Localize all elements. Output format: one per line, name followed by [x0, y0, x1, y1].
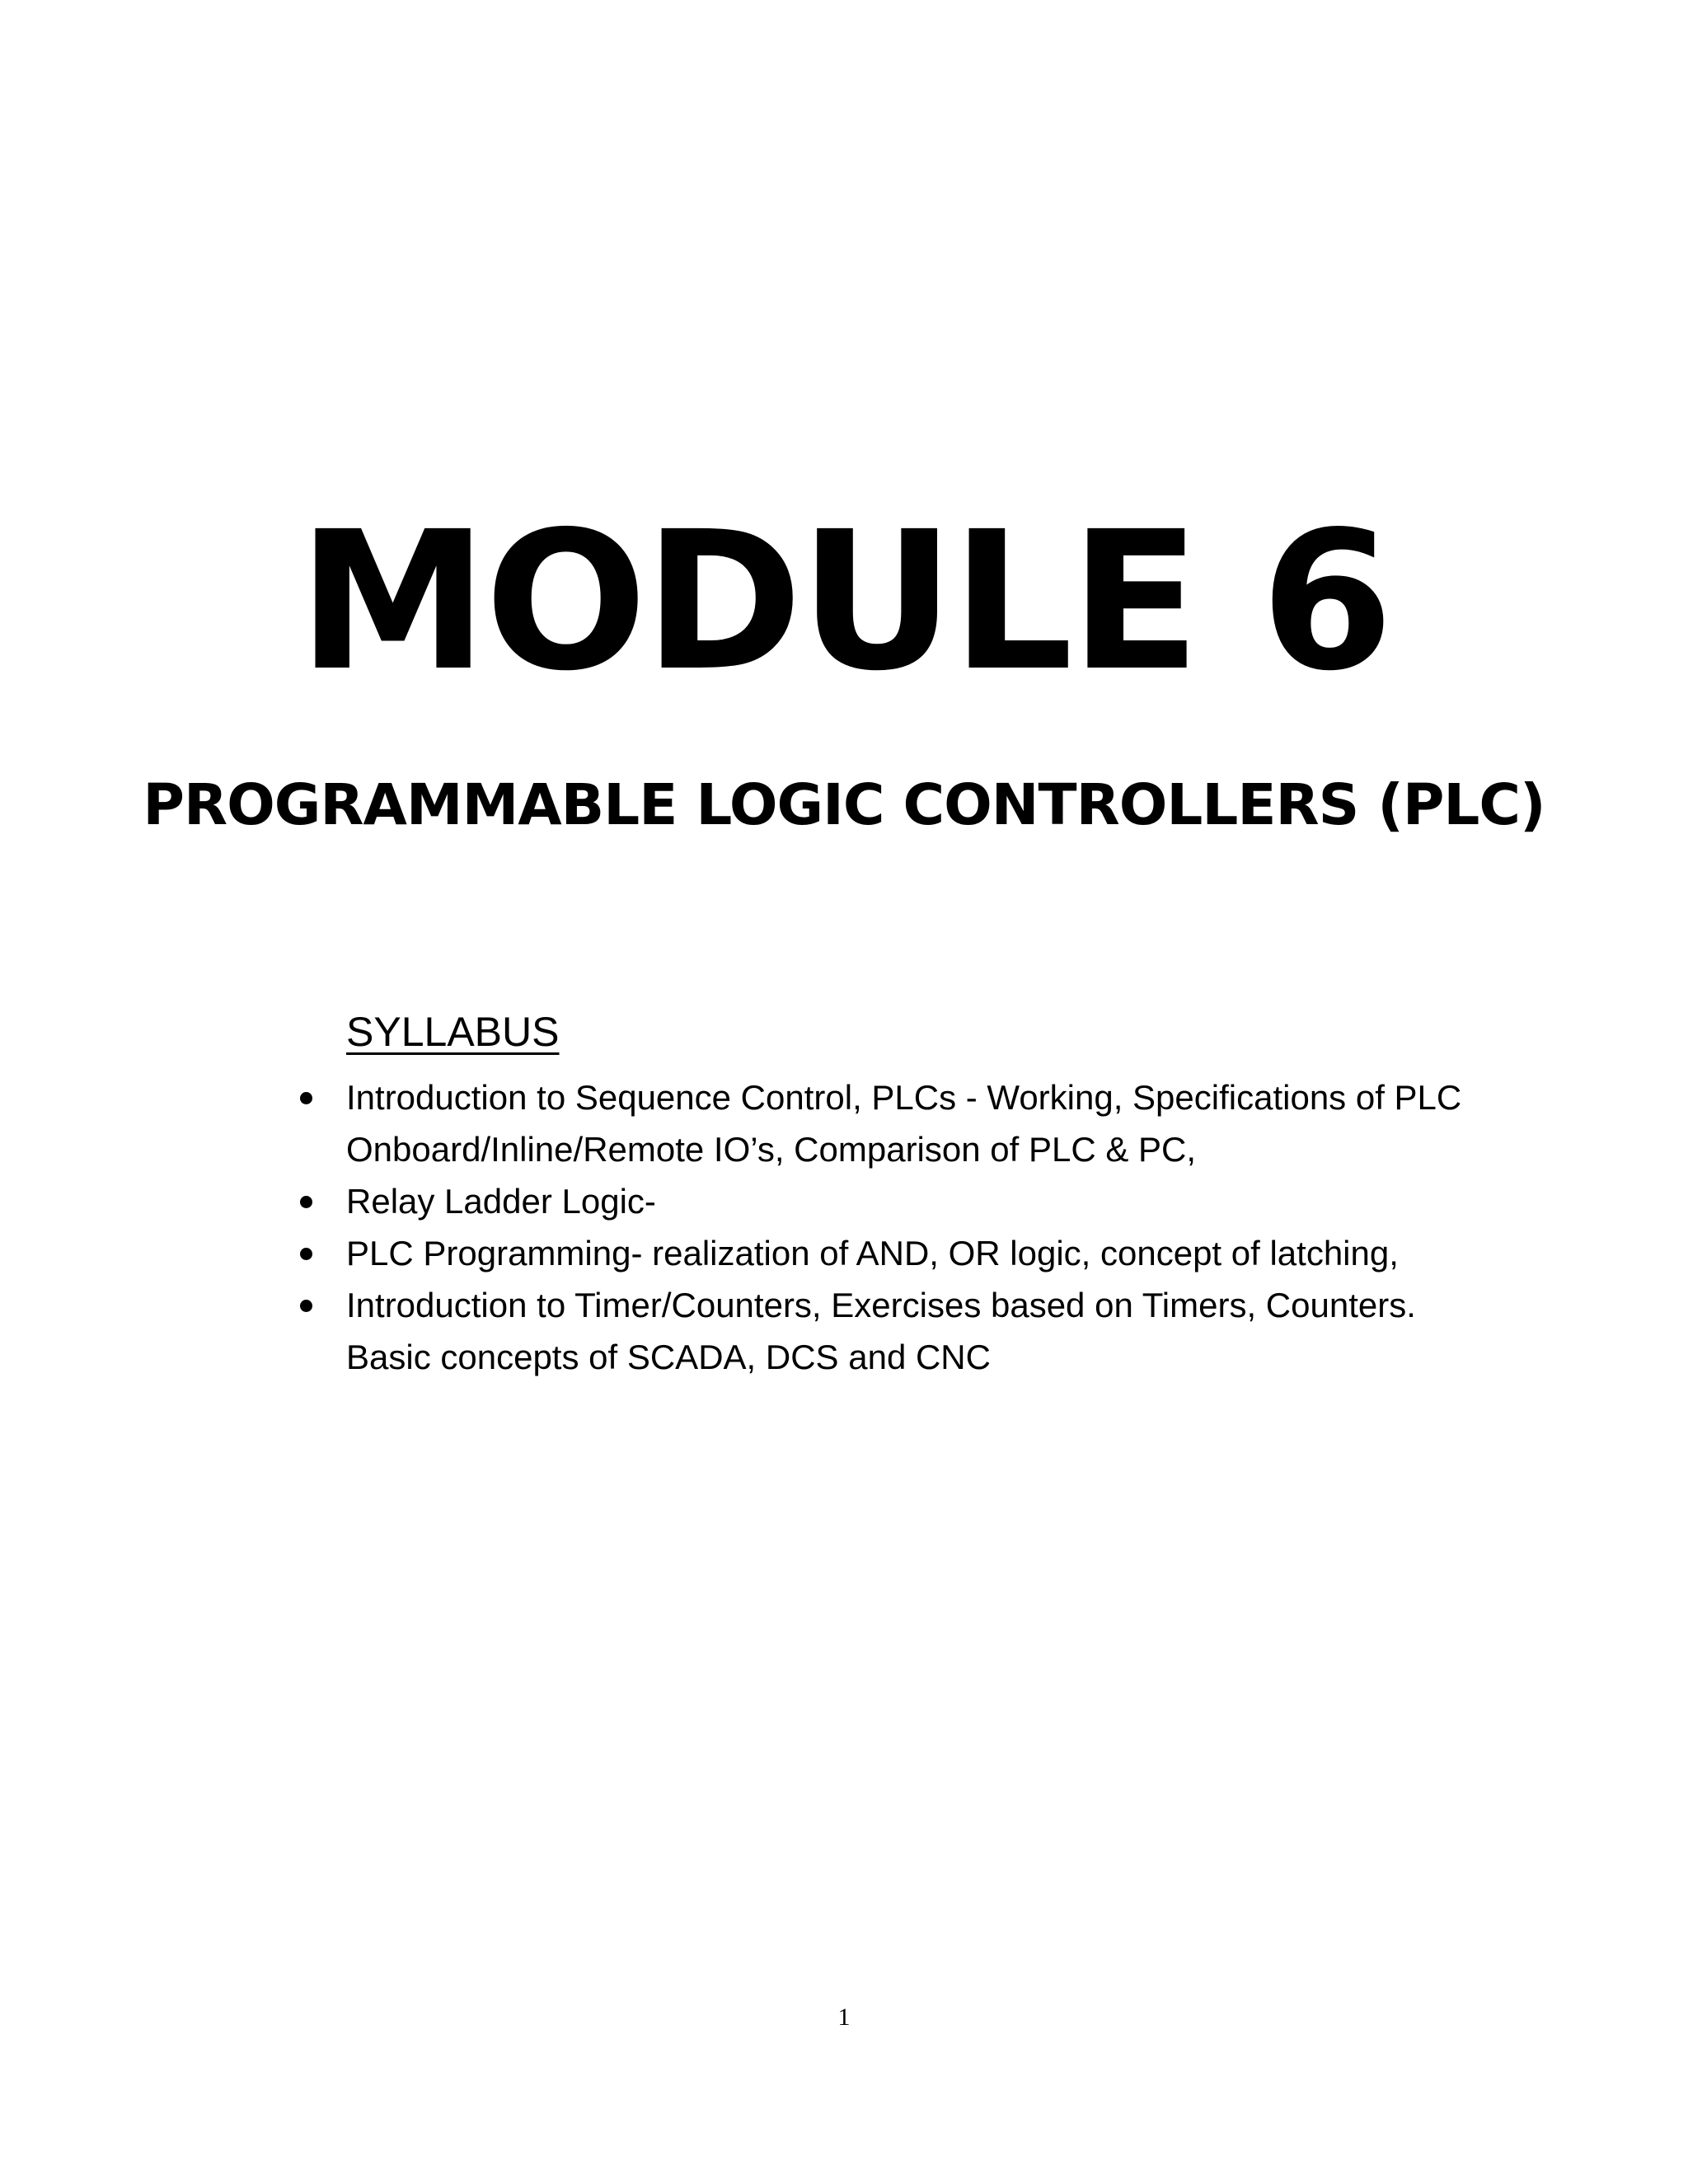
syllabus-item-line: Onboard/Inline/Remote IO’s, Comparison of PLC & PC, [346, 1130, 1197, 1169]
syllabus-item-line: PLC Programming- realization of AND, OR logic, concept of latching, [346, 1234, 1399, 1272]
syllabus-item-line: Relay Ladder Logic- [346, 1182, 656, 1221]
syllabus-item-relay-ladder-logic [346, 1175, 1517, 1227]
syllabus-heading: SYLLABUS [346, 1009, 560, 1055]
syllabus-item-line: Introduction to Sequence Control, PLCs - Working, Specifications of PLC [346, 1078, 1462, 1117]
syllabus-item-line: Basic concepts of SCADA, DCS and CNC [346, 1338, 991, 1376]
module-subtitle: PROGRAMMABLE LOGIC CONTROLLERS (PLC) [143, 772, 1545, 838]
module-title: MODULE 6 [298, 490, 1390, 713]
bullet-icon [300, 1196, 312, 1208]
bullet-icon [300, 1092, 312, 1104]
syllabus-item-timers-counters [346, 1279, 1517, 1383]
page-number: 1 [837, 2004, 851, 2031]
syllabus-item-line: Introduction to Timer/Counters, Exercises based on Timers, Counters. [346, 1286, 1416, 1324]
bullet-icon [300, 1300, 312, 1312]
syllabus-item-plc-programming [346, 1227, 1517, 1279]
syllabus-item-sequence-control [346, 1071, 1517, 1175]
syllabus-list [346, 1071, 1517, 1383]
bullet-icon [300, 1248, 312, 1260]
